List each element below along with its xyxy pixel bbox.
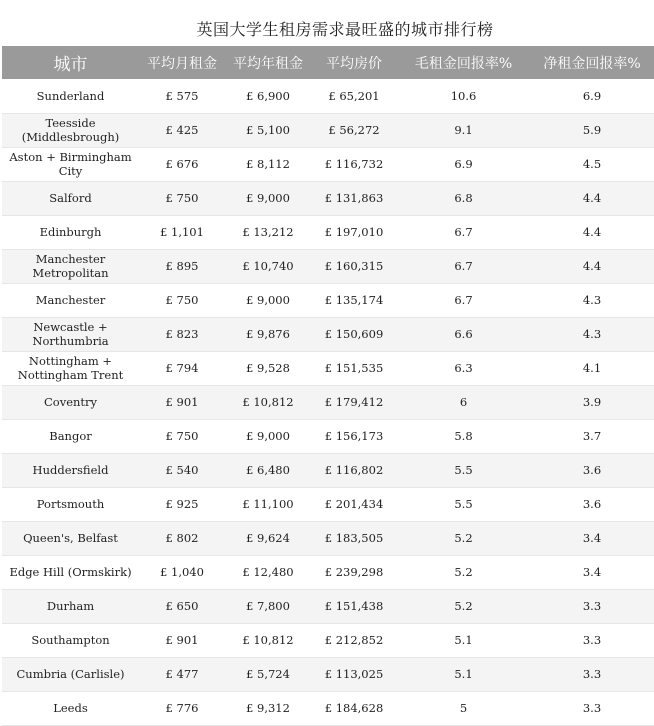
header-net-yield: 净租金回报率% bbox=[543, 55, 641, 72]
gross-yield-cell: 5.2 bbox=[397, 589, 530, 623]
monthly-rent-cell: £ 477 bbox=[139, 657, 225, 691]
header-annual-rent: 平均年租金 bbox=[233, 55, 303, 72]
net-yield-cell: 4.4 bbox=[530, 215, 654, 249]
gross-yield-cell: 5.5 bbox=[397, 487, 530, 521]
annual-rent-cell: £ 5,724 bbox=[225, 657, 311, 691]
net-yield-cell: 5.9 bbox=[530, 113, 654, 147]
annual-rent-cell: £ 9,624 bbox=[225, 521, 311, 555]
table-row bbox=[2, 215, 654, 249]
city-cell: Edinburgh bbox=[2, 215, 139, 249]
net-yield-cell: 4.4 bbox=[530, 181, 654, 215]
city-cell: Huddersfield bbox=[2, 453, 139, 487]
ranking-table bbox=[2, 46, 654, 726]
net-yield-cell: 4.3 bbox=[530, 283, 654, 317]
city-cell: Aston + Birmingham City bbox=[2, 147, 139, 181]
monthly-rent-cell: £ 676 bbox=[139, 147, 225, 181]
house-price-cell: £ 116,802 bbox=[311, 453, 397, 487]
table-row bbox=[2, 283, 654, 317]
gross-yield-cell: 6.7 bbox=[397, 215, 530, 249]
city-cell: Durham bbox=[2, 589, 139, 623]
net-yield-cell: 3.7 bbox=[530, 419, 654, 453]
house-price-cell: £ 113,025 bbox=[311, 657, 397, 691]
table-row bbox=[2, 385, 654, 419]
monthly-rent-cell: £ 750 bbox=[139, 181, 225, 215]
net-yield-cell: 4.1 bbox=[530, 351, 654, 385]
table-row bbox=[2, 317, 654, 351]
net-yield-cell: 3.4 bbox=[530, 555, 654, 589]
net-yield-cell: 3.3 bbox=[530, 657, 654, 691]
annual-rent-cell: £ 13,212 bbox=[225, 215, 311, 249]
house-price-cell: £ 131,863 bbox=[311, 181, 397, 215]
annual-rent-cell: £ 9,000 bbox=[225, 181, 311, 215]
annual-rent-cell: £ 6,900 bbox=[225, 79, 311, 113]
city-cell: Cumbria (Carlisle) bbox=[2, 657, 139, 691]
annual-rent-cell: £ 9,312 bbox=[225, 691, 311, 725]
house-price-cell: £ 184,628 bbox=[311, 691, 397, 725]
table-row bbox=[2, 351, 654, 385]
city-cell: Teesside (Middlesbrough) bbox=[2, 113, 139, 147]
annual-rent-cell: £ 10,812 bbox=[225, 385, 311, 419]
gross-yield-cell: 5.8 bbox=[397, 419, 530, 453]
header-row bbox=[2, 46, 654, 79]
table-row bbox=[2, 113, 654, 147]
net-yield-cell: 4.3 bbox=[530, 317, 654, 351]
gross-yield-cell: 6 bbox=[397, 385, 530, 419]
gross-yield-cell: 5.2 bbox=[397, 521, 530, 555]
city-cell: Edge Hill (Ormskirk) bbox=[2, 555, 139, 589]
annual-rent-cell: £ 9,876 bbox=[225, 317, 311, 351]
annual-rent-cell: £ 9,528 bbox=[225, 351, 311, 385]
city-cell: Southampton bbox=[2, 623, 139, 657]
city-cell: Salford bbox=[2, 181, 139, 215]
house-price-cell: £ 160,315 bbox=[311, 249, 397, 283]
net-yield-cell: 3.9 bbox=[530, 385, 654, 419]
city-cell: Nottingham + Nottingham Trent bbox=[2, 351, 139, 385]
table-row bbox=[2, 691, 654, 725]
net-yield-cell: 3.6 bbox=[530, 453, 654, 487]
gross-yield-cell: 6.8 bbox=[397, 181, 530, 215]
table-row bbox=[2, 181, 654, 215]
monthly-rent-cell: £ 1,040 bbox=[139, 555, 225, 589]
city-cell: Bangor bbox=[2, 419, 139, 453]
annual-rent-cell: £ 5,100 bbox=[225, 113, 311, 147]
monthly-rent-cell: £ 1,101 bbox=[139, 215, 225, 249]
table-row bbox=[2, 79, 654, 113]
table-row bbox=[2, 419, 654, 453]
house-price-cell: £ 56,272 bbox=[311, 113, 397, 147]
house-price-cell: £ 151,535 bbox=[311, 351, 397, 385]
monthly-rent-cell: £ 802 bbox=[139, 521, 225, 555]
gross-yield-cell: 5.2 bbox=[397, 555, 530, 589]
net-yield-cell: 3.3 bbox=[530, 623, 654, 657]
gross-yield-cell: 5.1 bbox=[397, 657, 530, 691]
net-yield-cell: 3.4 bbox=[530, 521, 654, 555]
house-price-cell: £ 179,412 bbox=[311, 385, 397, 419]
gross-yield-cell: 6.3 bbox=[397, 351, 530, 385]
header-house-price: 平均房价 bbox=[326, 55, 382, 72]
gross-yield-cell: 6.6 bbox=[397, 317, 530, 351]
gross-yield-cell: 6.9 bbox=[397, 147, 530, 181]
table-row bbox=[2, 521, 654, 555]
annual-rent-cell: £ 8,112 bbox=[225, 147, 311, 181]
header-monthly-rent: 平均月租金 bbox=[147, 55, 217, 72]
house-price-cell: £ 197,010 bbox=[311, 215, 397, 249]
net-yield-cell: 6.9 bbox=[530, 79, 654, 113]
gross-yield-cell: 10.6 bbox=[397, 79, 530, 113]
monthly-rent-cell: £ 776 bbox=[139, 691, 225, 725]
city-cell: Portsmouth bbox=[2, 487, 139, 521]
table-row bbox=[2, 623, 654, 657]
monthly-rent-cell: £ 794 bbox=[139, 351, 225, 385]
monthly-rent-cell: £ 575 bbox=[139, 79, 225, 113]
gross-yield-cell: 5.1 bbox=[397, 623, 530, 657]
monthly-rent-cell: £ 425 bbox=[139, 113, 225, 147]
monthly-rent-cell: £ 895 bbox=[139, 249, 225, 283]
house-price-cell: £ 150,609 bbox=[311, 317, 397, 351]
annual-rent-cell: £ 10,812 bbox=[225, 623, 311, 657]
city-cell: Sunderland bbox=[2, 79, 139, 113]
table-row bbox=[2, 249, 654, 283]
net-yield-cell: 4.5 bbox=[530, 147, 654, 181]
monthly-rent-cell: £ 650 bbox=[139, 589, 225, 623]
net-yield-cell: 3.3 bbox=[530, 691, 654, 725]
house-price-cell: £ 151,438 bbox=[311, 589, 397, 623]
annual-rent-cell: £ 9,000 bbox=[225, 283, 311, 317]
city-cell: Leeds bbox=[2, 691, 139, 725]
annual-rent-cell: £ 7,800 bbox=[225, 589, 311, 623]
table-body bbox=[2, 79, 654, 725]
gross-yield-cell: 9.1 bbox=[397, 113, 530, 147]
header-gross-yield: 毛租金回报率% bbox=[414, 55, 513, 72]
monthly-rent-cell: £ 901 bbox=[139, 623, 225, 657]
header-city: 城市 bbox=[53, 55, 88, 75]
page-title: 英国大学生租房需求最旺盛的城市排行榜 bbox=[196, 20, 494, 39]
gross-yield-cell: 6.7 bbox=[397, 249, 530, 283]
net-yield-cell: 4.4 bbox=[530, 249, 654, 283]
net-yield-cell: 3.6 bbox=[530, 487, 654, 521]
annual-rent-cell: £ 12,480 bbox=[225, 555, 311, 589]
annual-rent-cell: £ 11,100 bbox=[225, 487, 311, 521]
table-row bbox=[2, 555, 654, 589]
house-price-cell: £ 183,505 bbox=[311, 521, 397, 555]
table-row bbox=[2, 589, 654, 623]
table-row bbox=[2, 487, 654, 521]
monthly-rent-cell: £ 925 bbox=[139, 487, 225, 521]
house-price-cell: £ 239,298 bbox=[311, 555, 397, 589]
table-row bbox=[2, 657, 654, 691]
monthly-rent-cell: £ 823 bbox=[139, 317, 225, 351]
city-cell: Manchester bbox=[2, 283, 139, 317]
annual-rent-cell: £ 9,000 bbox=[225, 419, 311, 453]
net-yield-cell: 3.3 bbox=[530, 589, 654, 623]
monthly-rent-cell: £ 540 bbox=[139, 453, 225, 487]
monthly-rent-cell: £ 750 bbox=[139, 419, 225, 453]
monthly-rent-cell: £ 750 bbox=[139, 283, 225, 317]
table-row bbox=[2, 453, 654, 487]
monthly-rent-cell: £ 901 bbox=[139, 385, 225, 419]
city-cell: Coventry bbox=[2, 385, 139, 419]
house-price-cell: £ 212,852 bbox=[311, 623, 397, 657]
gross-yield-cell: 5 bbox=[397, 691, 530, 725]
table-row bbox=[2, 147, 654, 181]
house-price-cell: £ 135,174 bbox=[311, 283, 397, 317]
annual-rent-cell: £ 10,740 bbox=[225, 249, 311, 283]
city-cell: Queen's, Belfast bbox=[2, 521, 139, 555]
annual-rent-cell: £ 6,480 bbox=[225, 453, 311, 487]
table-header bbox=[2, 46, 654, 79]
house-price-cell: £ 116,732 bbox=[311, 147, 397, 181]
gross-yield-cell: 6.7 bbox=[397, 283, 530, 317]
gross-yield-cell: 5.5 bbox=[397, 453, 530, 487]
house-price-cell: £ 156,173 bbox=[311, 419, 397, 453]
house-price-cell: £ 201,434 bbox=[311, 487, 397, 521]
city-cell: Manchester Metropolitan bbox=[2, 249, 139, 283]
house-price-cell: £ 65,201 bbox=[311, 79, 397, 113]
city-cell: Newcastle + Northumbria bbox=[2, 317, 139, 351]
